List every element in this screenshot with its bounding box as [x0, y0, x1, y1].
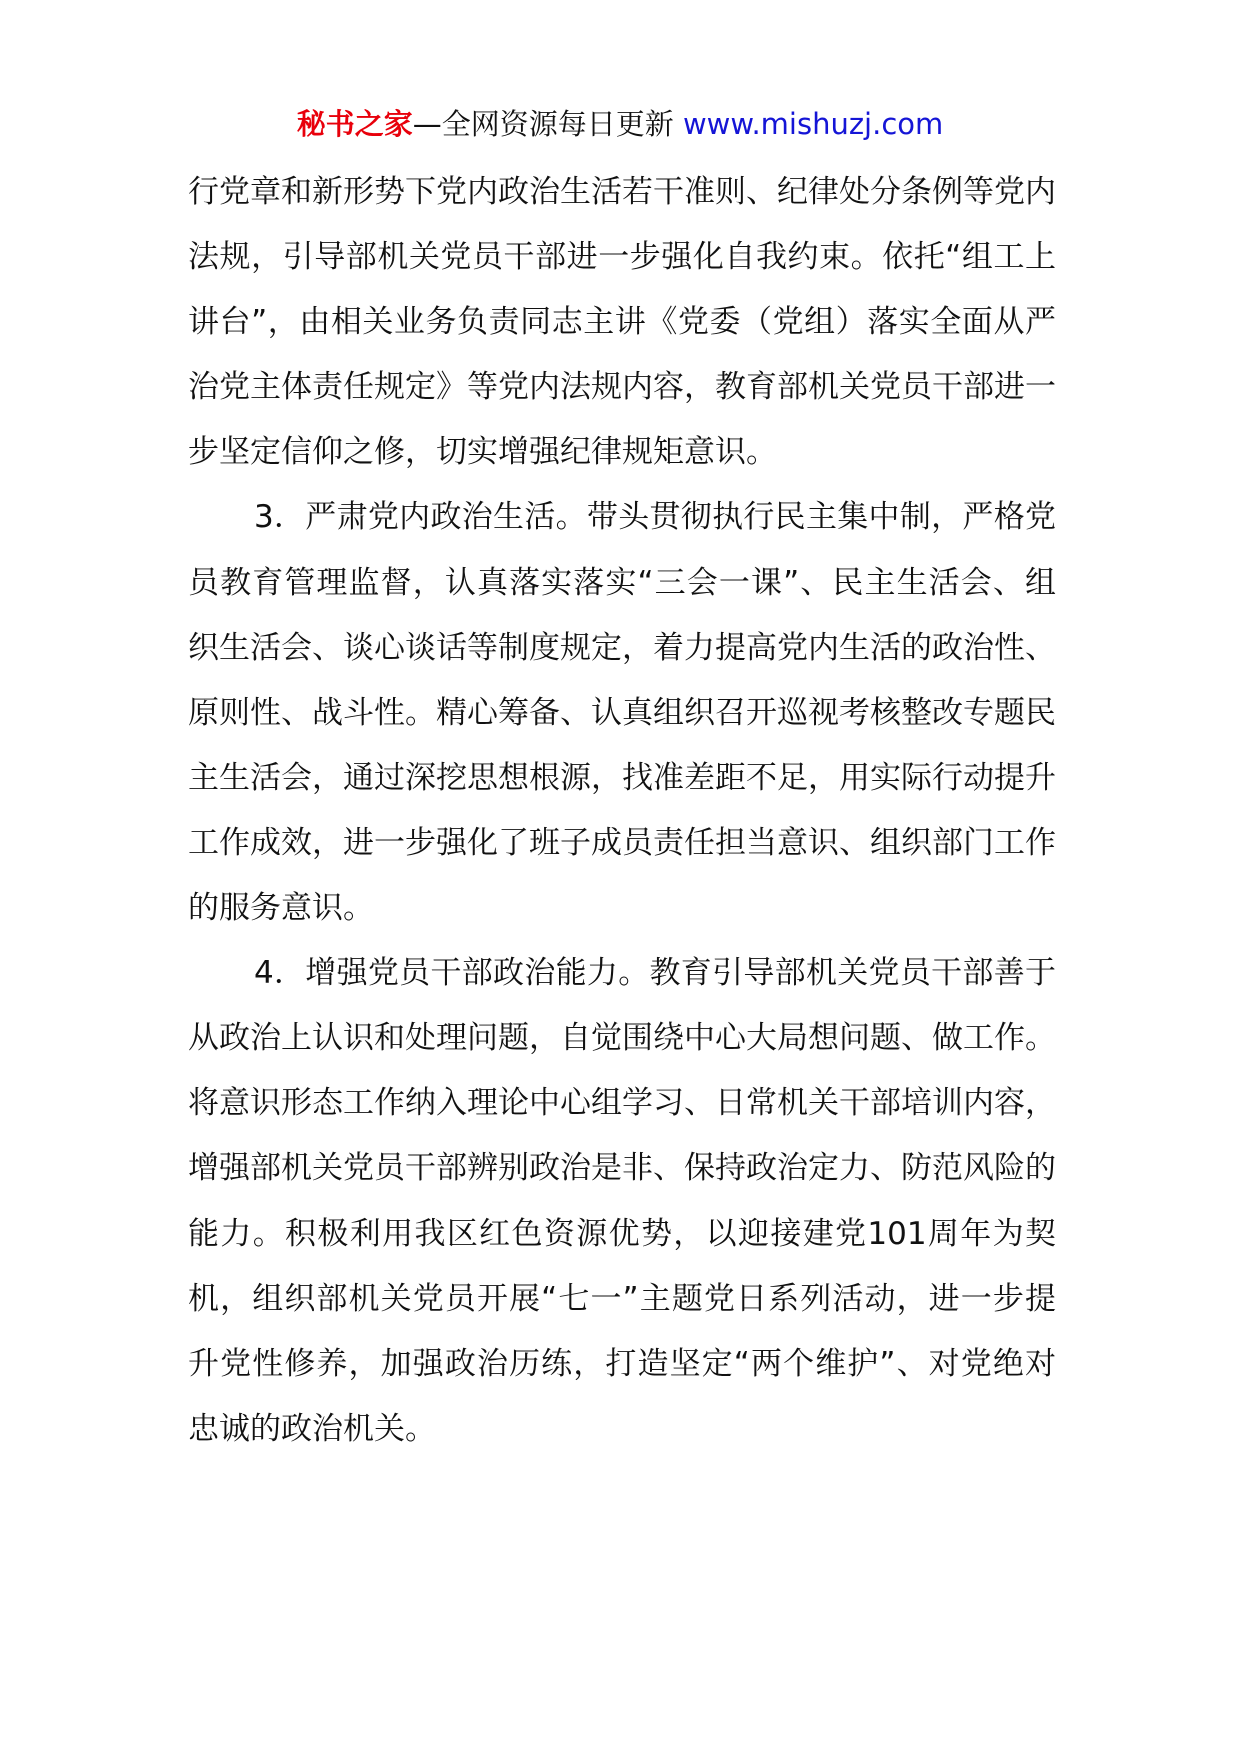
paragraph-continuation: 行党章和新形势下党内政治生活若干准则、纪律处分条例等党内法规，引导部机关党员干部进一步强化自我约束。依托“组工上讲台”，由相关业务负责同志主讲《党委（党组）落实全面从严治党主体责任规定》等党内法规内容，教育部机关党员干部进一步坚定信仰之修，切实增强纪律规矩意识。	[188, 174, 1056, 471]
brand-name: 秘书之家	[296, 107, 413, 141]
header-tagline: —全网资源每日更新	[412, 107, 674, 141]
paragraph-item-3: 3．严肃党内政治生活。带头贯彻执行民主集中制，严格党员教育管理监督，认真落实落实“三会一课”、民主生活会、组织生活会、谈心谈话等制度规定，着力提高党内生活的政治性、原则性、战斗性。精心筹备、认真组织召开巡视考核整改专题民主生活会，通过深挖思想根源，找准差距不足，用实际行动提升工作成效，进一步强化了班子成员责任担当意识、组织部门工作的服务意识。	[188, 499, 1056, 927]
site-header	[0, 104, 1240, 144]
paragraph-item-4: 4．增强党员干部政治能力。教育引导部机关党员干部善于从政治上认识和处理问题，自觉围绕中心大局想问题、做工作。将意识形态工作纳入理论中心组学习、日常机关干部培训内容，增强部机关党员干部辨别政治是非、保持政治定力、防范风险的能力。积极利用我区红色资源优势，以迎接建党101周年为契机，组织部机关党员开展“七一”主题党日系列活动，进一步提升党性修养，加强政治历练，打造坚定“两个维护”、对党绝对忠诚的政治机关。	[188, 955, 1056, 1447]
site-url-link[interactable]: www.mishuzj.com	[682, 107, 944, 141]
document-body	[188, 160, 1056, 1462]
